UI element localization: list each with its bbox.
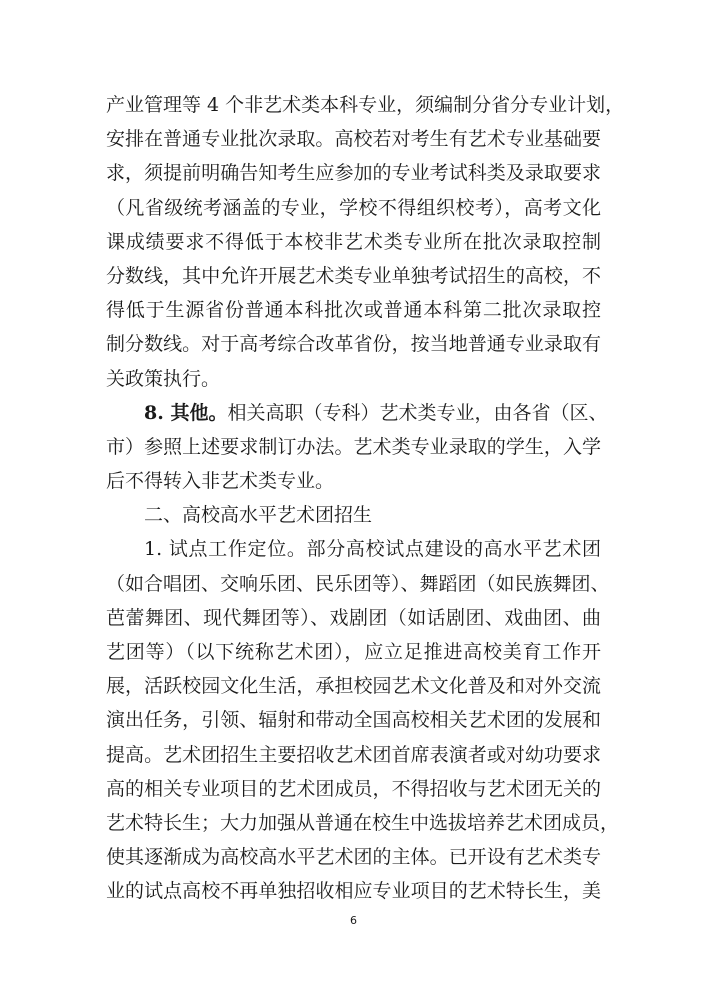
text-line: （凡省级统考涵盖的专业，学校不得组织校考），高考文化 [106,196,601,219]
text-line: 课成绩要求不得低于本校非艺术类专业所在批次录取控制 [106,230,601,253]
text-line: 产业管理等 4 个非艺术类本科专业，须编制分省分专业计划， [106,94,625,116]
item-text: 相关高职（专科）艺术类专业，由各省（区、 [227,401,608,424]
text-line: 高的相关专业项目的艺术团成员，不得招收与艺术团无关的 [106,777,601,800]
text-line: 业的试点高校不再单独招收相应专业项目的艺术特长生，美 [106,880,601,903]
text-line: 求，须提前明确告知考生应参加的专业考试科类及录取要求 [106,162,601,185]
text-line: 安排在普通专业批次录取。高校若对考生有艺术专业基础要 [106,128,601,151]
paragraph-other [106,396,608,499]
text-line: 市）参照上述要求制订办法。艺术类专业录取的学生，入学 [106,435,601,458]
text-line: （如合唱团、交响乐团、民乐团等）、舞蹈团（如民族舞团、 [106,572,610,595]
document-body [106,88,625,909]
text-line: 艺术特长生；大力加强从普通在校生中选拔培养艺术团成员， [106,811,620,834]
text-line: 制分数线。对于高考综合改革省份，按当地普通专业录取有 [106,333,601,356]
text-line [106,396,608,430]
paragraph-pilot-positioning [106,532,620,908]
text-line [106,532,601,566]
section-heading: 二、高校高水平艺术团招生 [144,504,373,527]
text-line: 使其逐渐成为高校高水平艺术团的主体。已开设有艺术类专 [106,846,601,869]
text-line: 艺团等）（以下统称艺术团），应立足推进高校美育工作开 [106,641,601,663]
text-line: 演出任务，引领、辐射和带动全国高校相关艺术团的发展和 [106,709,601,732]
text-line: 芭蕾舞团、现代舞团等）、戏剧团（如话剧团、戏曲团、曲 [106,606,601,629]
text-line: 分数线，其中允许开展艺术类专业单独考试招生的高校，不 [106,264,601,287]
text-line: 展，活跃校园文化生活，承担校园艺术文化普及和对外交流 [106,675,601,698]
item-lead: 8. 其他。 [144,401,228,424]
text-line: 后不得转入非艺术类专业。 [106,470,335,493]
text-line: 得低于生源省份普通本科批次或普通本科第二批次录取控 [106,299,601,322]
item-lead: 1. 试点工作定位。 [144,538,307,561]
paragraph-continued [106,88,625,396]
text-line: 关政策执行。 [106,367,221,390]
item-text: 部分高校试点建设的高水平艺术团 [306,538,601,561]
page-number: 6 [350,914,357,927]
text-line: 提高。艺术团招生主要招收艺术团首席表演者或对幼功要求 [106,743,601,766]
